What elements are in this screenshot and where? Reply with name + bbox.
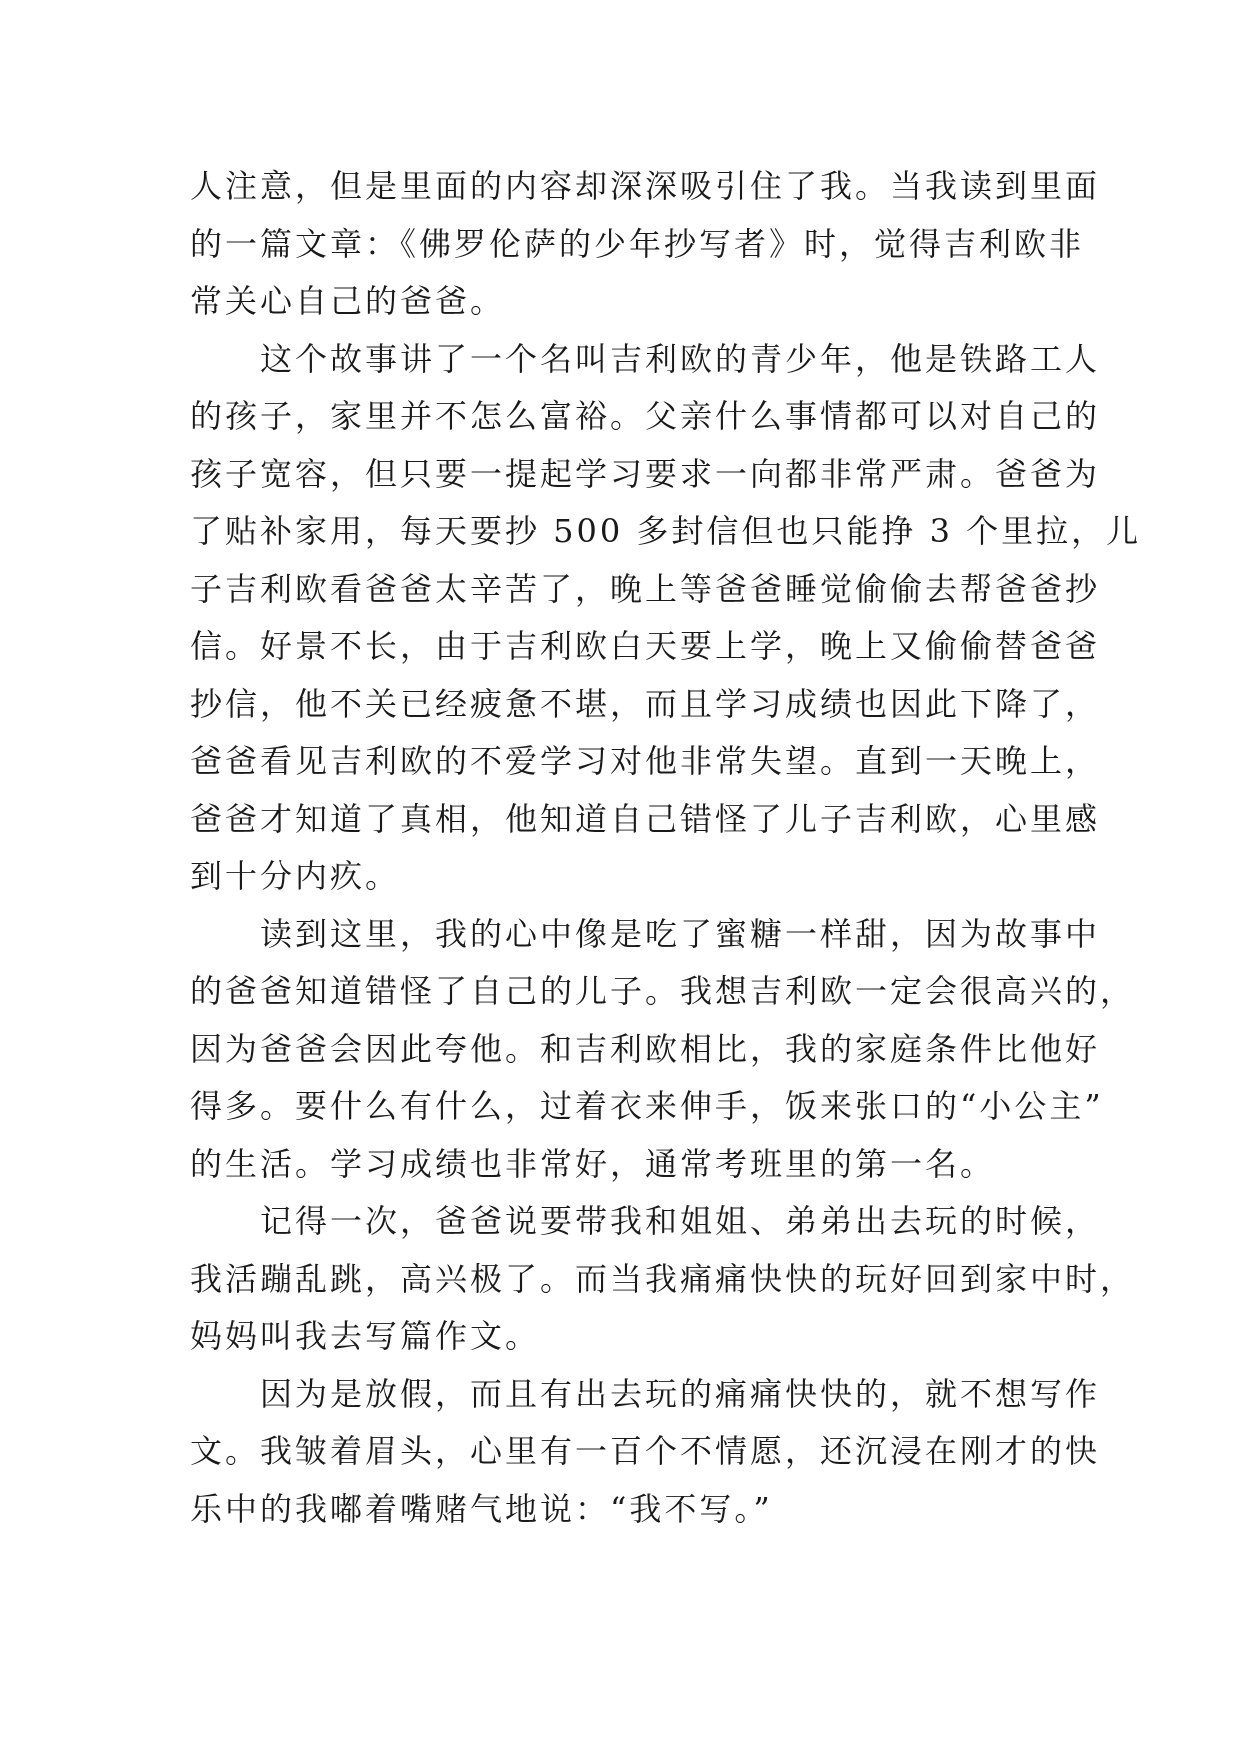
paragraph-line: 记得一次，爸爸说要带我和姐姐、弟弟出去玩的时候， [260, 1202, 1101, 1240]
paragraph-line: 的一篇文章：《佛罗伦萨的少年抄写者》时，觉得吉利欧非 [190, 224, 1085, 263]
paragraph-line: 文。我皱着眉头，心里有一百个不情愿，还沉浸在刚才的快 [190, 1432, 1101, 1470]
paragraph-line: 我活蹦乱跳，高兴极了。而当我痛痛快快的玩好回到家中时， [190, 1259, 1136, 1298]
paragraph-line: 人注意，但是里面的内容却深深吸引住了我。当我读到里面 [190, 167, 1101, 205]
paragraph-line: 爸爸才知道了真相，他知道自己错怪了儿子吉利欧，心里感 [190, 799, 1101, 838]
paragraph-line: 乐中的我嘟着嘴赌气地说：“我不写。” [190, 1489, 773, 1528]
paragraph-line: 爸爸看见吉利欧的不爱学习对他非常失望。直到一天晚上， [190, 742, 1101, 780]
paragraph-line: 孩子宽容，但只要一提起学习要求一向都非常严肃。爸爸为 [190, 454, 1101, 493]
document-body [190, 158, 1142, 1538]
paragraph-line: 妈妈叫我去写篇作文。 [190, 1317, 541, 1355]
paragraph-line: 的孩子，家里并不怎么富裕。父亲什么事情都可以对自己的 [190, 397, 1101, 435]
paragraph-line: 到十分内疚。 [190, 857, 401, 895]
paragraph-line: 因为是放假，而且有出去玩的痛痛快快的，就不想写作 [260, 1374, 1101, 1413]
paragraph-line: 读到这里，我的心中像是吃了蜜糖一样甜，因为故事中 [260, 914, 1101, 953]
paragraph-line: 这个故事讲了一个名叫吉利欧的青少年，他是铁路工人 [260, 339, 1101, 378]
paragraph-line: 了贴补家用，每天要抄 500 多封信但也只能挣 3 个里拉，儿 [190, 512, 1142, 550]
paragraph-line: 得多。要什么有什么，过着衣来伸手，饭来张口的“小公主” [190, 1087, 1104, 1125]
paragraph-line: 子吉利欧看爸爸太辛苦了，晚上等爸爸睡觉偷偷去帮爸爸抄 [190, 569, 1101, 608]
paragraph-line: 的爸爸知道错怪了自己的儿子。我想吉利欧一定会很高兴的， [190, 972, 1136, 1010]
paragraph-line: 抄信，他不关已经疲惫不堪，而且学习成绩也因此下降了， [190, 684, 1101, 723]
paragraph-line: 因为爸爸会因此夸他。和吉利欧相比，我的家庭条件比他好 [190, 1029, 1101, 1068]
paragraph-line: 信。好景不长，由于吉利欧白天要上学，晚上又偷偷替爸爸 [190, 627, 1101, 665]
paragraph-line: 的生活。学习成绩也非常好，通常考班里的第一名。 [190, 1144, 996, 1183]
paragraph-line: 常关心自己的爸爸。 [190, 282, 506, 320]
